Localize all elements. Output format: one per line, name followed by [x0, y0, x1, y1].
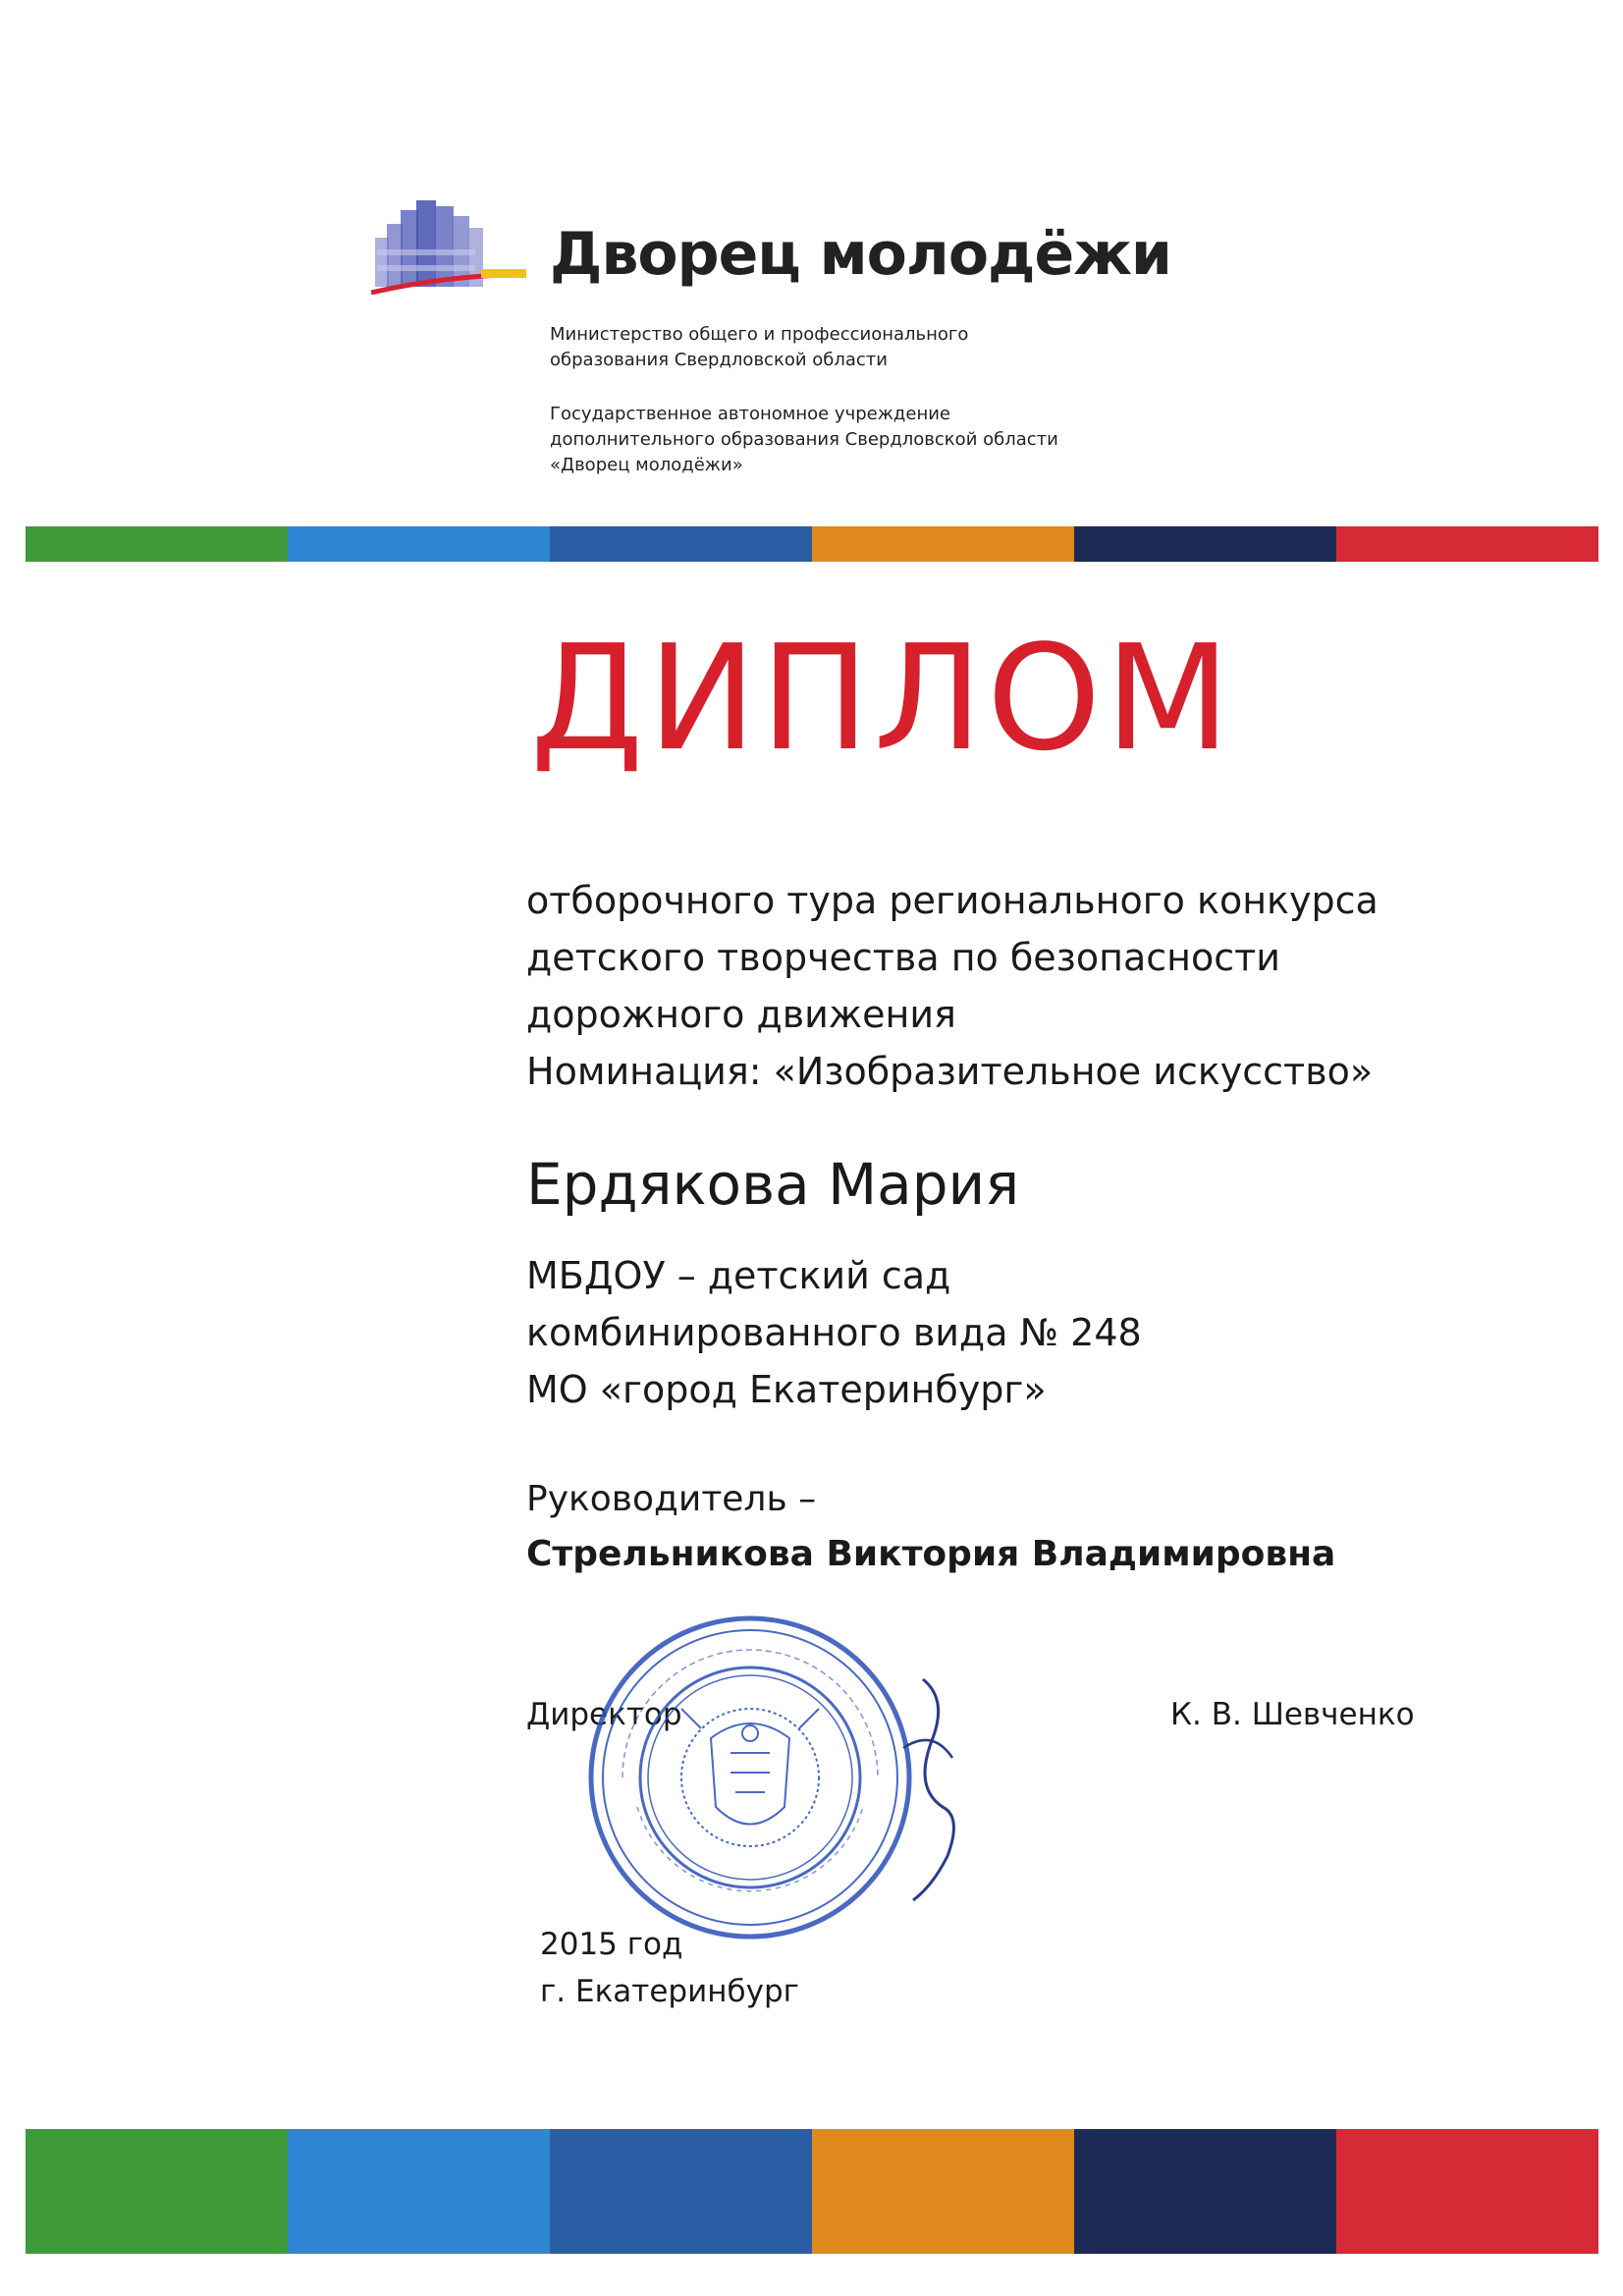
stripe-segment [1336, 526, 1598, 562]
building-bars-logo-icon [371, 194, 528, 297]
stripe-segment [26, 2129, 288, 2254]
institution-text [550, 402, 1058, 478]
participant-name: Ердякова Мария [526, 1151, 1020, 1218]
color-stripe-top [26, 526, 1598, 562]
stripe-segment [26, 526, 288, 562]
stripe-segment [288, 2129, 550, 2254]
stripe-segment [1074, 526, 1336, 562]
ministry-text [550, 322, 968, 373]
director-label: Директор [526, 1697, 682, 1732]
signature-icon [854, 1669, 992, 1905]
color-stripe-bottom [26, 2129, 1598, 2254]
school-line: МБДОУ – детский сад [526, 1254, 951, 1297]
school-line: комбинированного вида № 248 [526, 1311, 1142, 1354]
contest-line: отборочного тура регионального конкурса [526, 879, 1379, 922]
director-name: К. В. Шевченко [1170, 1697, 1415, 1732]
stripe-segment [550, 2129, 812, 2254]
nomination-line: Номинация: «Изобразительное искусство» [526, 1050, 1374, 1093]
stripe-segment [550, 526, 812, 562]
school-line: МО «город Екатеринбург» [526, 1368, 1047, 1411]
org-line: Государственное автономное учреждение [550, 404, 950, 424]
contest-description [526, 872, 1379, 1100]
diploma-title: ДИПЛОМ [530, 614, 1235, 783]
org-line: Министерство общего и профессионального [550, 324, 969, 345]
org-line: «Дворец молодёжи» [550, 455, 743, 475]
contest-line: детского творчества по безопасности [526, 936, 1280, 979]
brand-name: Дворец молодёжи [550, 220, 1171, 289]
org-line: дополнительного образования Свердловской области [550, 429, 1058, 450]
contest-line: дорожного движения [526, 993, 956, 1036]
org-line: образования Свердловской области [550, 350, 888, 370]
supervisor-label: Руководитель – [526, 1479, 817, 1519]
supervisor-name: Стрельникова Виктория Владимировна [526, 1534, 1336, 1574]
stripe-segment [288, 526, 550, 562]
city-text: г. Екатеринбург [540, 1974, 799, 2009]
stripe-segment [812, 2129, 1074, 2254]
stripe-segment [1336, 2129, 1598, 2254]
school-info [526, 1247, 1142, 1418]
stripe-segment [812, 526, 1074, 562]
stripe-segment [1074, 2129, 1336, 2254]
year-text: 2015 год [540, 1927, 683, 1962]
